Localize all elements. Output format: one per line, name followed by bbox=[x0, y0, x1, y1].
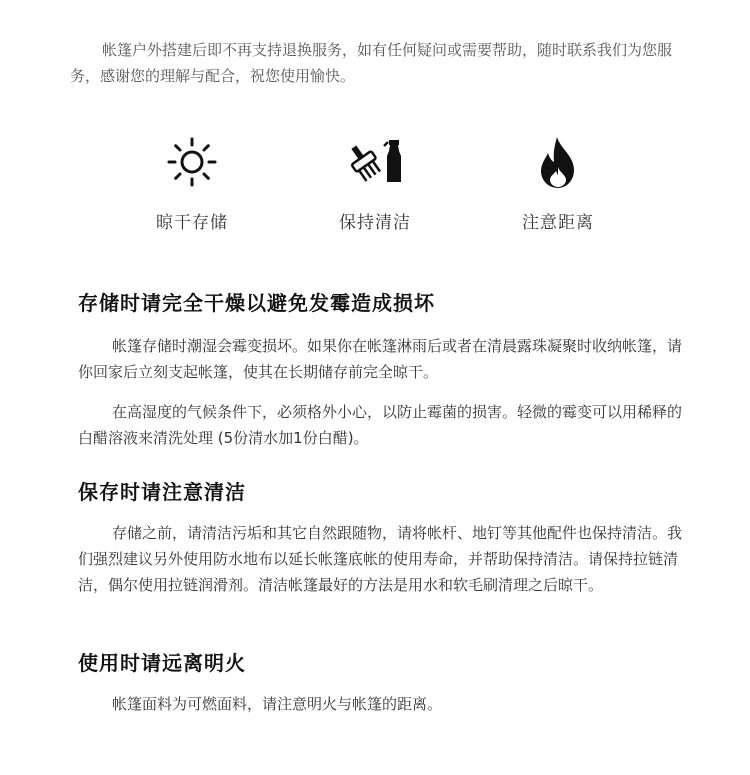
care-label-dry-storage: 晾干存储 bbox=[156, 213, 228, 233]
section-paragraph: 存储之前，请清洁污垢和其它自然跟随物，请将帐杆、地钉等其他配件也保持清洁。我们强烈建议另外使用防水地布以延长帐篷底帐的使用寿命，并帮助保持清洁。请保持拉链清洁，偶尔使用拉链润滑剂。清洁帐篷最好的方法是用水和软毛刷清理之后晾干。 bbox=[78, 524, 683, 594]
cleaning-icon bbox=[345, 134, 405, 190]
fire-icon bbox=[530, 134, 586, 190]
section-title-keep-clean: 保存时请注意清洁 bbox=[78, 480, 246, 504]
section-title-fire-distance: 使用时请远离明火 bbox=[78, 651, 246, 675]
section-title-dry-storage: 存储时请完全干燥以避免发霉造成损坏 bbox=[78, 291, 435, 315]
care-item-keep-clean bbox=[305, 134, 445, 233]
care-item-fire-distance bbox=[488, 134, 628, 233]
intro-text: 帐篷户外搭建后即不再支持退换服务，如有任何疑问或需要帮助，随时联系我们为您服务，感谢您的理解与配合，祝您使用愉快。 bbox=[70, 41, 673, 85]
care-label-keep-clean: 保持清洁 bbox=[339, 213, 411, 233]
section-paragraph: 帐篷面料为可燃面料，请注意明火与帐篷的距离。 bbox=[112, 695, 443, 713]
care-label-fire-distance: 注意距离 bbox=[522, 213, 594, 233]
care-icons-row bbox=[0, 134, 750, 244]
care-item-dry-storage bbox=[122, 134, 262, 233]
sun-icon bbox=[164, 134, 220, 190]
section-paragraph: 帐篷存储时潮湿会霉变损坏。如果你在帐篷淋雨后或者在清晨露珠凝聚时收纳帐篷，请你回家后立刻支起帐篷，使其在长期储存前完全晾干。 bbox=[78, 337, 683, 381]
section-paragraph: 在高湿度的气候条件下，必须格外小心，以防止霉菌的损害。轻微的霉变可以用稀释的白醋溶液来清洗处理 (5份清水加1份白醋)。 bbox=[78, 403, 683, 447]
